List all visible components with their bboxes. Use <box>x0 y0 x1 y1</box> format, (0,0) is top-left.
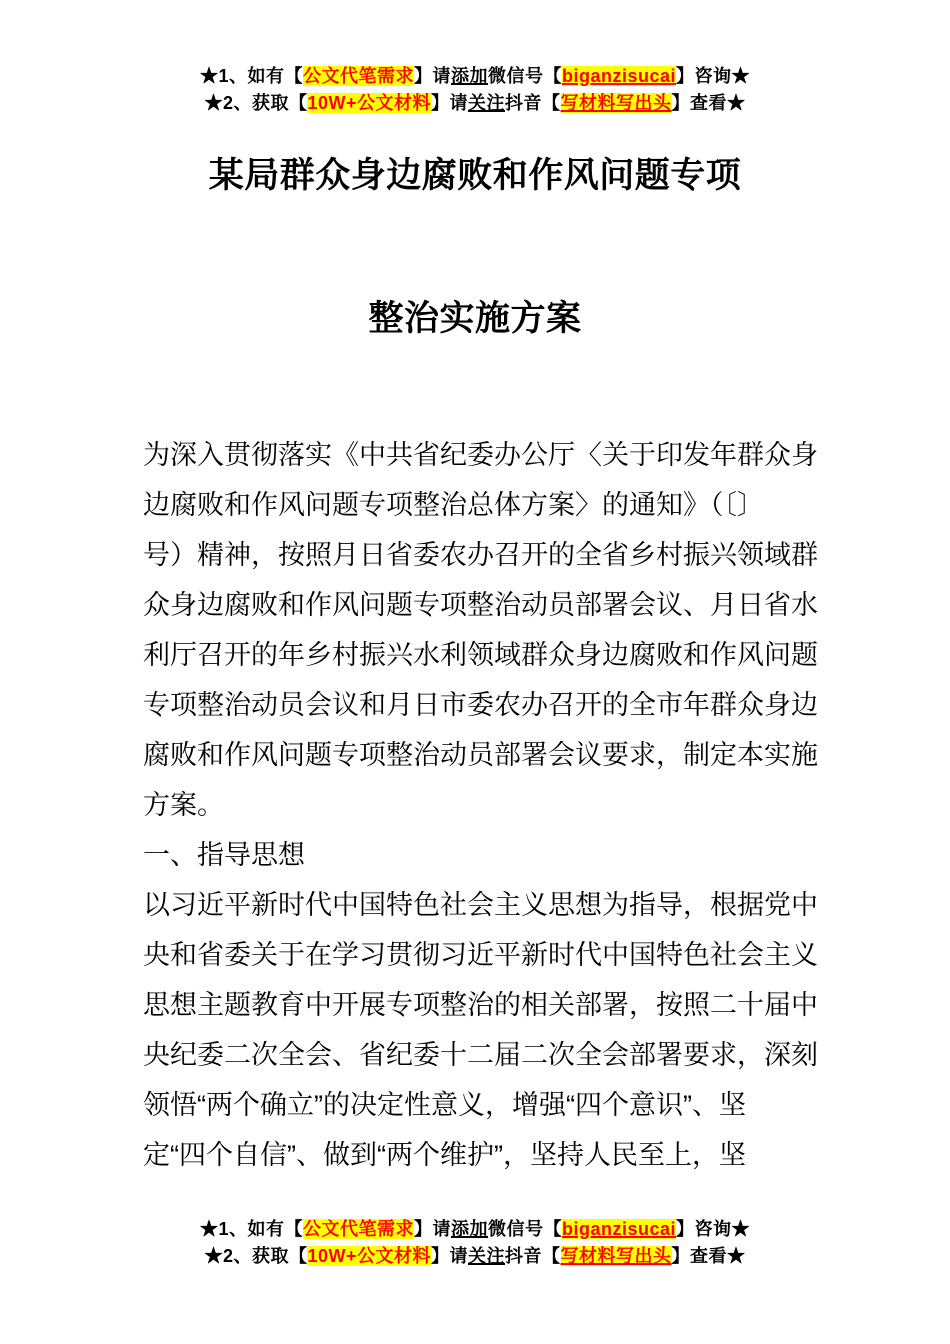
promo-text: 】查看★ <box>671 1246 746 1266</box>
footer-promo-line-1 <box>0 1216 950 1243</box>
promo-underlined-text: 添加 <box>450 66 488 86</box>
promo-text: 微信号【 <box>487 66 562 86</box>
header-promo-line-2 <box>0 90 950 117</box>
body-text-line: 方案。 <box>143 790 224 820</box>
promo-highlight: 公文代笔需求 <box>302 66 414 86</box>
body-text-line: 央纪委二次全会、省纪委十二届二次全会部署要求，深刻 <box>143 1040 818 1070</box>
promo-douyin-id: 写材料写出头 <box>560 93 672 113</box>
promo-highlight: 10W+公文材料 <box>307 1246 432 1266</box>
document-body <box>143 430 843 1180</box>
promo-wechat-id: biganzisucai <box>561 1219 677 1239</box>
body-text-line: 利厅召开的年乡村振兴水利领域群众身边腐败和作风问题 <box>143 640 818 670</box>
promo-text: 】咨询★ <box>676 1219 751 1239</box>
body-text-line: 以习近平新时代中国特色社会主义思想为指导，根据党中 <box>143 890 818 920</box>
document-title-line-2: 整治实施方案 <box>368 299 582 338</box>
body-text-line: 为深入贯彻落实《中共省纪委办公厅〈关于印发年群众身 <box>143 440 818 470</box>
header-promo-line-1 <box>0 63 950 90</box>
body-text-line: 众身边腐败和作风问题专项整治动员部署会议、月日省水 <box>143 590 818 620</box>
body-text-line: 央和省委关于在学习贯彻习近平新时代中国特色社会主义 <box>143 940 818 970</box>
promo-underlined-text: 添加 <box>450 1219 488 1239</box>
promo-underlined-text: 关注 <box>468 1246 506 1266</box>
promo-text: 抖音【 <box>505 93 561 113</box>
document-title-line-1: 某局群众身边腐败和作风问题专项 <box>208 156 742 195</box>
footer-promo-line-2 <box>0 1243 950 1270</box>
promo-wechat-id: biganzisucai <box>561 66 677 86</box>
body-text-line: 边腐败和作风问题专项整治总体方案〉的通知》（〔〕 <box>143 490 764 520</box>
section1-paragraph <box>143 880 843 1180</box>
footer-promo <box>0 1216 950 1270</box>
section-heading: 一、指导思想 <box>143 840 305 870</box>
intro-paragraph <box>143 430 843 830</box>
body-text-line: 专项整治动员会议和月日市委农办召开的全市年群众身边 <box>143 690 818 720</box>
promo-highlight: 公文代笔需求 <box>302 1219 414 1239</box>
promo-text: 】咨询★ <box>676 66 751 86</box>
header-promo <box>0 63 950 117</box>
body-text-line: 号）精神，按照月日省委农办召开的全省乡村振兴领域群 <box>143 540 818 570</box>
body-text-line: 领悟“两个确立”的决定性意义，增强“四个意识”、坚 <box>143 1090 746 1120</box>
promo-text: 抖音【 <box>505 1246 561 1266</box>
promo-text: 微信号【 <box>487 1219 562 1239</box>
body-text-line: 腐败和作风问题专项整治动员部署会议要求，制定本实施 <box>143 740 818 770</box>
promo-text: ★1、如有【 <box>199 1219 303 1239</box>
body-text-line: 思想主题教育中开展专项整治的相关部署，按照二十届中 <box>143 990 818 1020</box>
promo-text: ★1、如有【 <box>199 66 303 86</box>
promo-douyin-id: 写材料写出头 <box>560 1246 672 1266</box>
promo-text: ★2、获取【 <box>204 1246 308 1266</box>
promo-text: ★2、获取【 <box>204 93 308 113</box>
promo-text: 】请 <box>431 93 469 113</box>
promo-highlight: 10W+公文材料 <box>307 93 432 113</box>
promo-underlined-text: 关注 <box>468 93 506 113</box>
promo-text: 】请 <box>431 1246 469 1266</box>
promo-text: 】请 <box>413 66 451 86</box>
body-text-line: 定“四个自信”、做到“两个维护”，坚持人民至上，坚 <box>143 1140 746 1170</box>
promo-text: 】查看★ <box>671 93 746 113</box>
promo-text: 】请 <box>413 1219 451 1239</box>
